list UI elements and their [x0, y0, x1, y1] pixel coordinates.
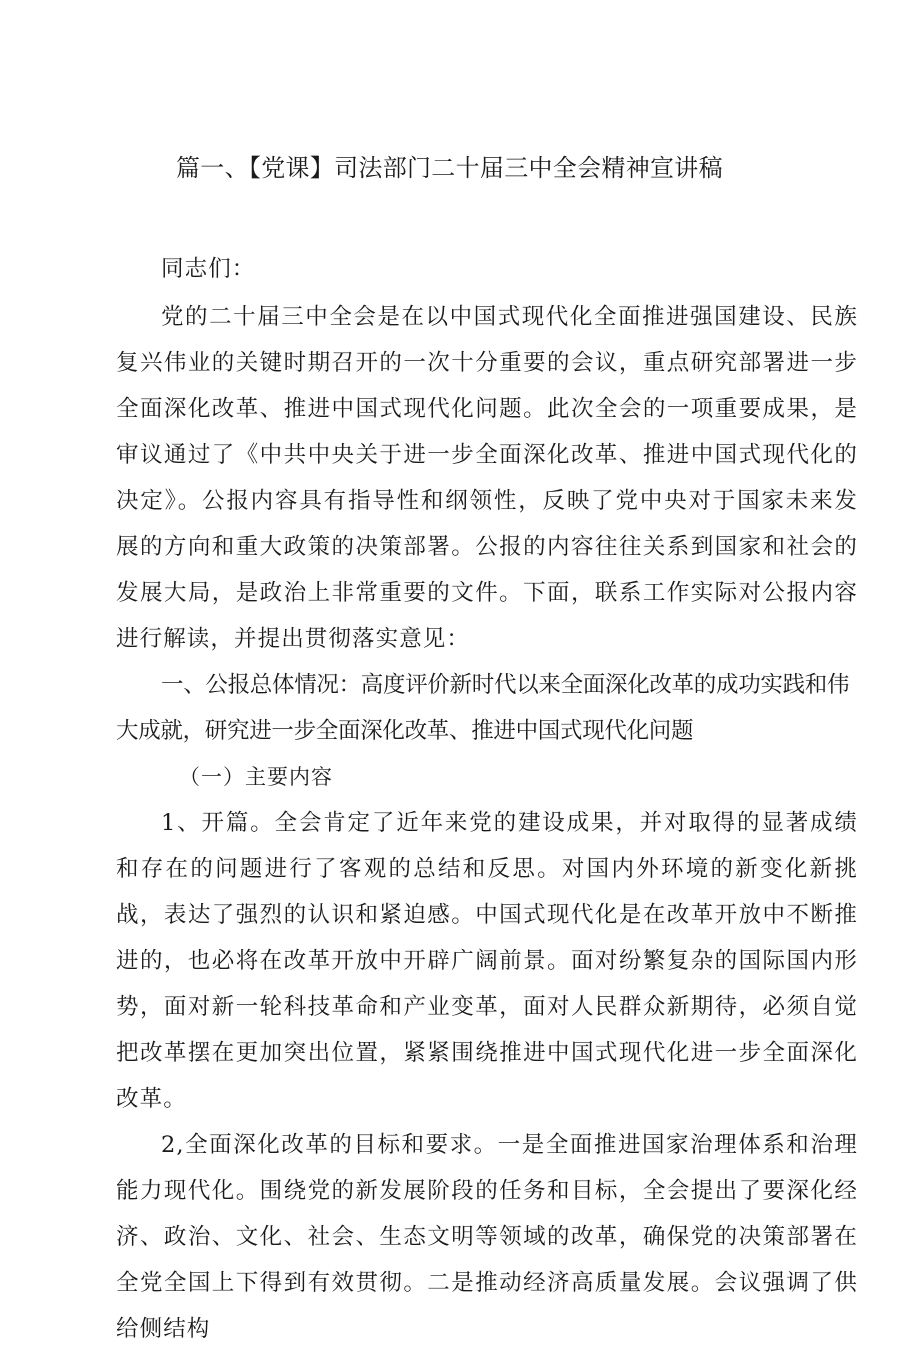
- document-title: 篇一、【党课】司法部门二十届三中全会精神宣讲稿: [176, 154, 723, 182]
- intro-paragraph: 党的二十届三中全会是在以中国式现代化全面推进强国建设、民族复兴伟业的关键时期召开的一次十分重要的会议，重点研究部署进一步全面深化改革、推进中国式现代化问题。此次全会的一项重要成果，是审议通过了《中共中央关于进一步全面深化改革、推进中国式现代化的决定》。公报内容具有指导性和纲领性，反映了党中央对于国家未来发展的方向和重大政策的决策部署。公报的内容往往关系到国家和社会的发展大局，是政治上非常重要的文件。下面，联系工作实际对公报内容进行解读，并提出贯彻落实意见：: [116, 304, 858, 652]
- greeting: 同志们：: [161, 256, 256, 282]
- body-paragraph-1: 1、开篇。全会肯定了近年来党的建设成果，并对取得的显著成绩和存在的问题进行了客观的总结和反思。对国内外环境的新变化新挑战，表达了强烈的认识和紧迫感。中国式现代化是在改革开放中不断推进的，也必将在改革开放中开辟广阔前景。面对纷繁复杂的国际国内形势，面对新一轮科技革命和产业变革，面对人民群众新期待，必须自觉把改革摆在更加突出位置，紧紧围绕推进中国式现代化进一步全面深化改革。: [116, 810, 858, 1112]
- body-paragraph-2: 2,全面深化改革的目标和要求。一是全面推进国家治理体系和治理能力现代化。围绕党的新发展阶段的任务和目标，全会提出了要深化经济、政治、文化、社会、生态文明等领域的改革，确保党的决策部署在全党全国上下得到有效贯彻。二是推动经济高质量发展。会议强调了供给侧结构: [116, 1132, 858, 1342]
- section-heading: 一、公报总体情况：高度评价新时代以来全面深化改革的成功实践和伟大成就，研究进一步全面深化改革、推进中国式现代化问题: [116, 672, 850, 744]
- subsection-heading: （一）主要内容: [179, 765, 333, 789]
